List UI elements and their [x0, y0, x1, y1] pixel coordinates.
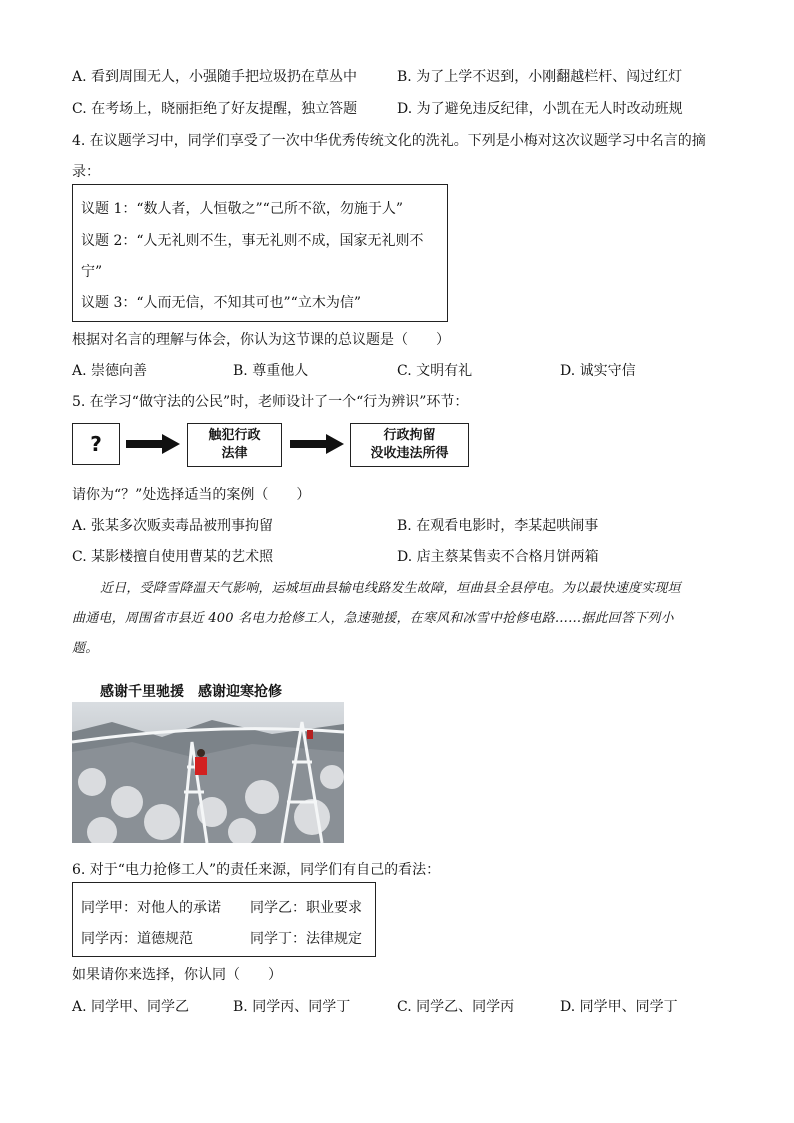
q6-question: 如果请你来选择，你认同（ ） — [72, 967, 282, 983]
q5-question: 请你为“？”处选择适当的案例（ ） — [72, 487, 311, 503]
flow-box-penalty — [350, 423, 469, 467]
flow-box-unknown — [72, 423, 120, 465]
material-line1: 近日，受降雪降温天气影响，运城垣曲县输电线路发生故障，垣曲县全县停电。为以最快速度实现垣 — [100, 581, 681, 596]
q5-option-a: A. 张某多次贩卖毒品被刑事拘留 — [72, 518, 274, 534]
q6-option-c: C. 同学乙、同学丙 — [397, 999, 515, 1015]
snow-repair-photo-icon — [72, 702, 344, 843]
q4-box-line1: 议题 1：“数人者，人恒敬之”“己所不欲，勿施于人” — [81, 201, 403, 217]
flow-box-penalty-line2: 没收违法所得 — [370, 446, 449, 461]
flow-box-violation — [187, 423, 282, 467]
material-passage — [72, 574, 722, 664]
flow-arrow-1-icon — [126, 433, 180, 455]
q3-option-d: D. 为了避免违反纪律，小凯在无人时改动班规 — [397, 101, 683, 117]
q4-box-line4: 议题 3：“人而无信，不知其可也”“立木为信” — [81, 295, 361, 311]
q6-option-a: A. 同学甲、同学乙 — [72, 999, 190, 1015]
q4-quote-box — [72, 184, 448, 322]
q4-stem-line2: 录： — [72, 164, 100, 180]
q6-opinion-d: 同学丁：法律规定 — [250, 931, 362, 947]
q6-opinion-b: 同学乙：职业要求 — [250, 900, 362, 916]
q4-option-d: D. 诚实守信 — [560, 363, 636, 379]
q6-option-d: D. 同学甲、同学丁 — [560, 999, 678, 1015]
material-line2: 曲通电，周围省市县近 400 名电力抢修工人，急速驰援，在寒风和冰雪中抢修电路……据此回答下列小 — [72, 611, 674, 626]
q6-option-b: B. 同学丙、同学丁 — [233, 999, 351, 1015]
q3-option-c: C. 在考场上，晓丽拒绝了好友提醒，独立答题 — [72, 101, 358, 117]
q3-option-b: B. 为了上学不迟到，小刚翻越栏杆、闯过红灯 — [397, 69, 683, 85]
q4-question: 根据对名言的理解与体会，你认为这节课的总议题是（ ） — [72, 332, 450, 348]
q5-stem: 5. 在学习“做守法的公民”时，老师设计了一个“行为辨识”环节： — [72, 394, 469, 410]
flow-box-violation-line2: 法律 — [221, 446, 248, 461]
flow-box-violation-line1: 触犯行政 — [208, 428, 261, 443]
image-caption: 感谢千里驰援 感谢迎寒抢修 — [100, 684, 282, 700]
q4-option-b: B. 尊重他人 — [233, 363, 309, 379]
flow-arrow-2-icon — [290, 433, 344, 455]
q5-option-d: D. 店主蔡某售卖不合格月饼两箱 — [397, 549, 599, 565]
q4-box-line2: 议题 2：“人无礼则不生，事无礼则不成，国家无礼则不 — [81, 233, 424, 249]
material-line3: 题。 — [72, 641, 99, 656]
q5-option-b: B. 在观看电影时，李某起哄闹事 — [397, 518, 599, 534]
q4-option-a: A. 崇德向善 — [72, 363, 148, 379]
flow-box-unknown-label: ? — [90, 432, 102, 456]
q4-box-line3: 宁” — [81, 264, 103, 280]
q6-opinion-box — [72, 882, 376, 957]
q4-option-c: C. 文明有礼 — [397, 363, 473, 379]
q5-option-c: C. 某影楼擅自使用曹某的艺术照 — [72, 549, 274, 565]
flow-box-penalty-line1: 行政拘留 — [383, 428, 436, 443]
q3-option-a: A. 看到周围无人，小强随手把垃圾扔在草丛中 — [72, 69, 358, 85]
q6-opinion-c: 同学丙：道德规范 — [81, 931, 193, 947]
q6-opinion-a: 同学甲：对他人的承诺 — [81, 900, 221, 916]
q4-stem-line1: 4. 在议题学习中，同学们享受了一次中华优秀传统文化的洗礼。下列是小梅对这次议题学习中名言的摘 — [72, 133, 706, 149]
q6-stem: 6. 对于“电力抢修工人”的责任来源，同学们有自己的看法： — [72, 862, 441, 878]
